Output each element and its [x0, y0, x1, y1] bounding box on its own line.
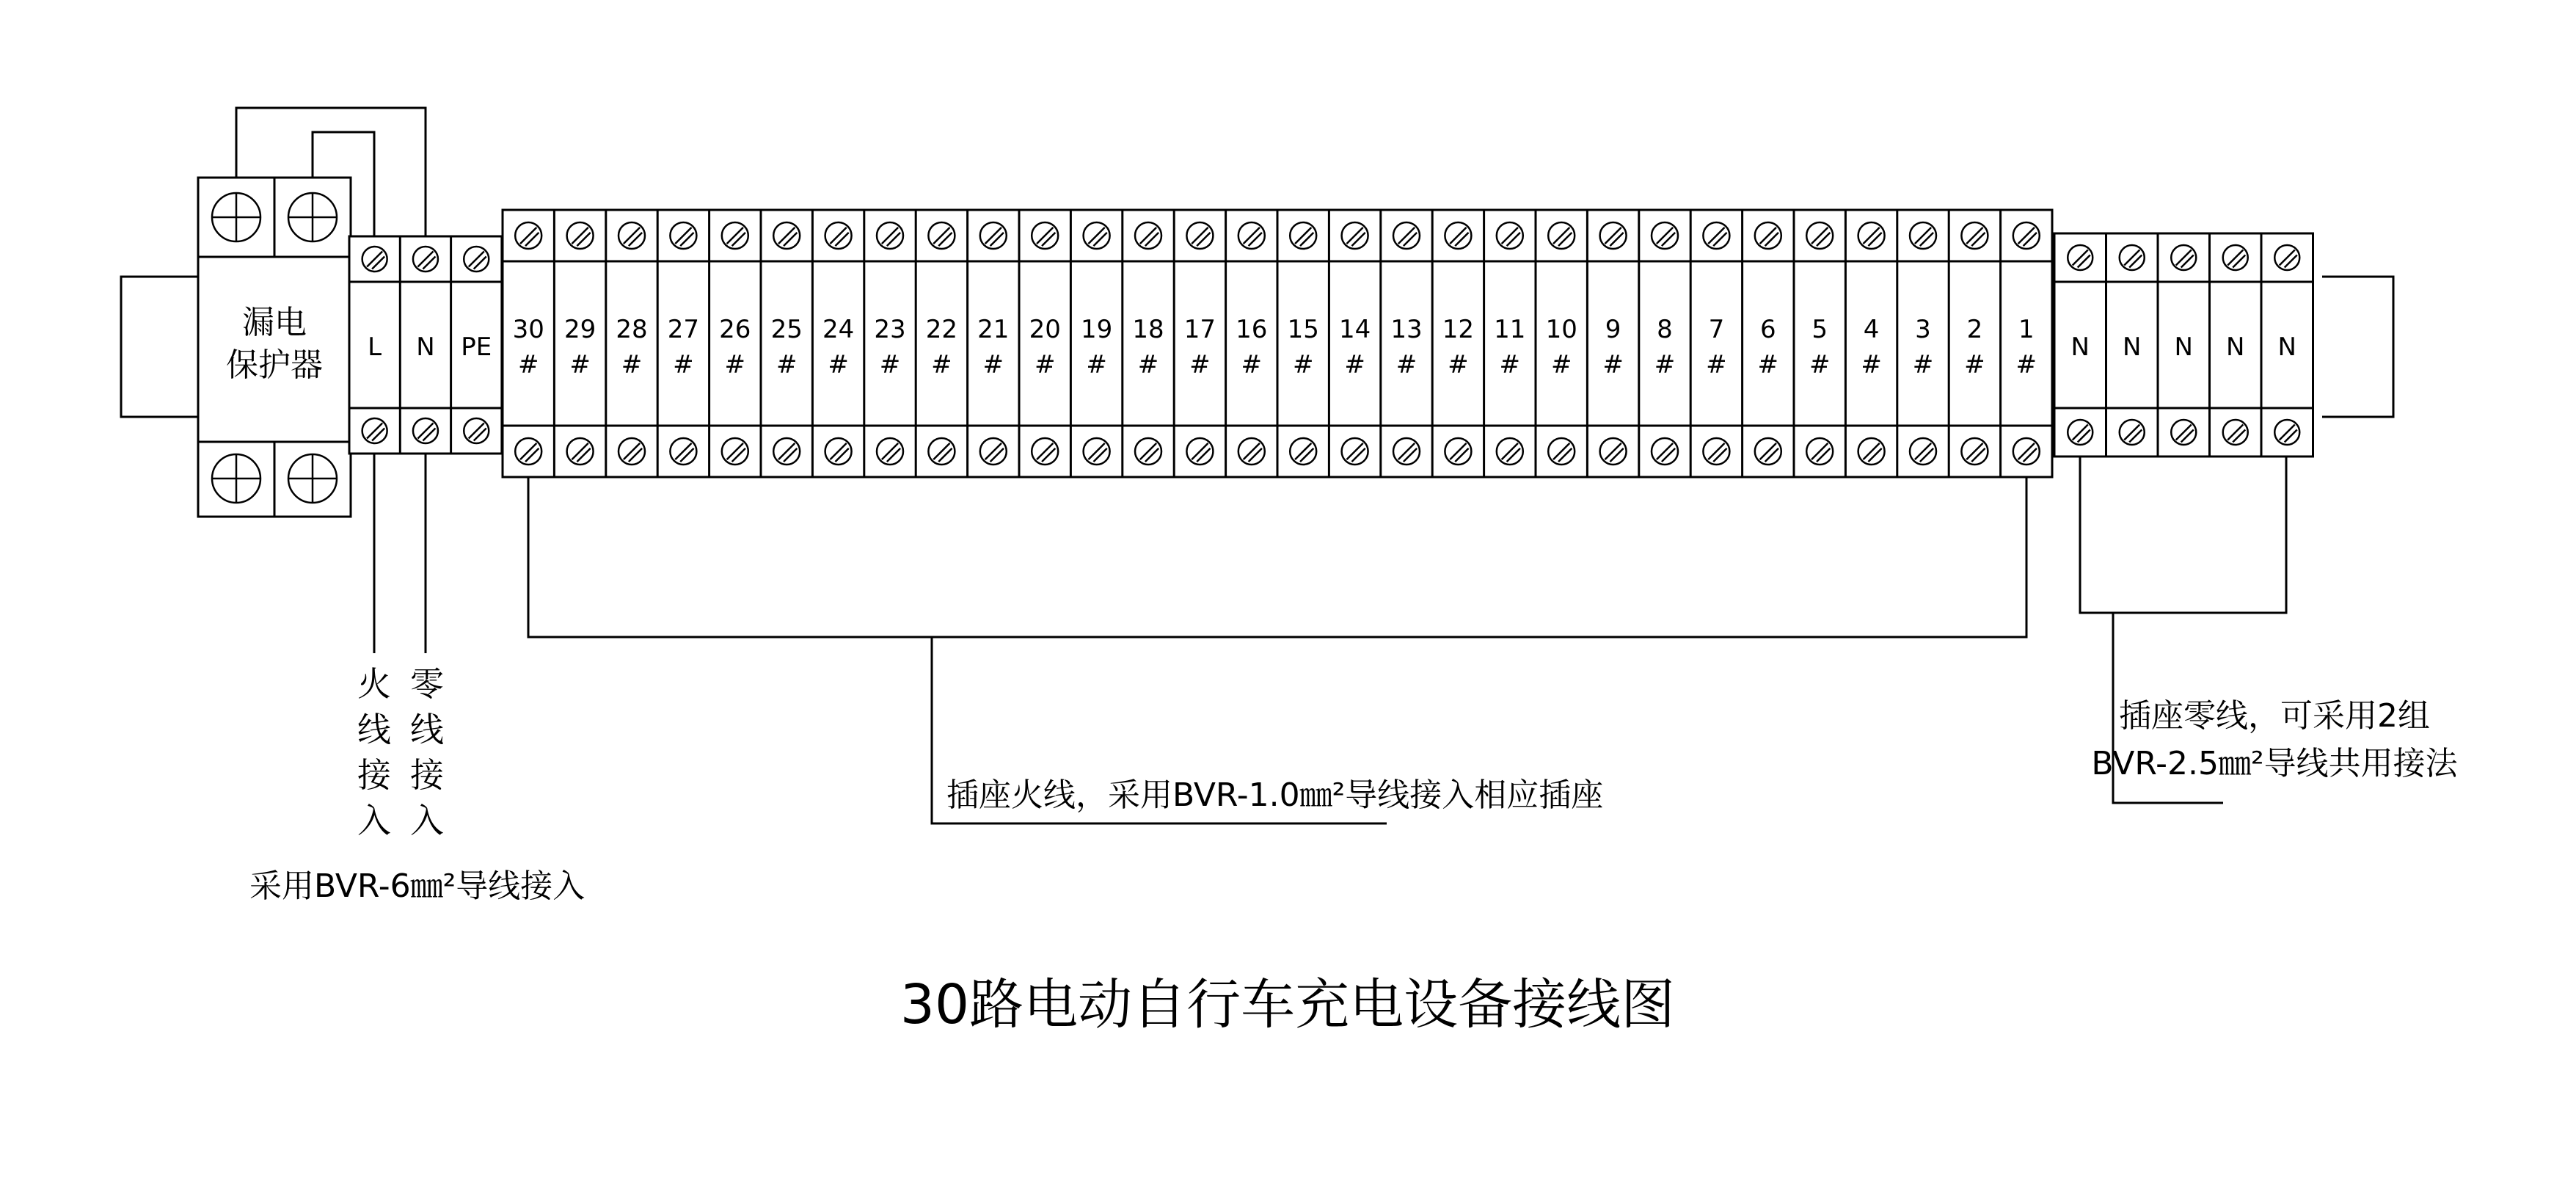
terminal-screw-icon — [1910, 222, 1936, 249]
terminal-number: 11 — [1494, 315, 1526, 344]
terminal-screw-icon — [2171, 420, 2196, 445]
terminal-screw-icon — [2223, 245, 2248, 270]
breaker-screw-icon — [212, 193, 260, 241]
terminal-number: 24 — [822, 315, 855, 344]
terminal-number: 13 — [1390, 315, 1423, 344]
terminal-screw-icon — [1497, 222, 1523, 249]
terminal-number: 14 — [1338, 315, 1371, 344]
terminal-screw-icon — [928, 438, 955, 465]
terminal-screw-icon — [464, 247, 489, 272]
terminal-number: 25 — [770, 315, 803, 344]
terminal-suffix: # — [1086, 350, 1107, 379]
terminal-number: 18 — [1132, 315, 1164, 344]
terminal-number: 10 — [1545, 315, 1577, 344]
terminal-number: 3 — [1915, 315, 1931, 344]
terminal-screw-icon — [2274, 245, 2299, 270]
terminal-label: L — [368, 332, 382, 362]
terminal-screw-icon — [980, 222, 1007, 249]
terminal-screw-icon — [1084, 222, 1110, 249]
circuit-terminal-block — [503, 210, 2052, 477]
terminal-suffix: # — [879, 350, 901, 379]
terminal-screw-icon — [413, 418, 438, 443]
terminal-suffix: # — [517, 350, 539, 379]
neutral-in-label — [410, 664, 445, 840]
terminal-label: N — [2277, 332, 2296, 362]
terminal-screw-icon — [670, 222, 696, 249]
terminal-number: 26 — [719, 315, 751, 344]
terminal-screw-icon — [1548, 438, 1575, 465]
terminal-number: 17 — [1183, 315, 1216, 344]
terminal-screw-icon — [928, 222, 955, 249]
vertical-char: 入 — [410, 801, 444, 840]
vertical-char: 接 — [357, 755, 391, 795]
terminal-screw-icon — [2068, 245, 2092, 270]
terminal-suffix: # — [621, 350, 643, 379]
terminal-screw-icon — [1755, 222, 1781, 249]
terminal-screw-icon — [1961, 222, 1988, 249]
terminal-suffix: # — [2015, 350, 2037, 379]
terminal-screw-icon — [1445, 438, 1471, 465]
terminal-screw-icon — [1186, 222, 1213, 249]
terminal-screw-icon — [1806, 222, 1833, 249]
terminal-suffix: # — [1189, 350, 1211, 379]
terminal-screw-icon — [1548, 222, 1575, 249]
terminal-suffix: # — [1292, 350, 1314, 379]
terminal-suffix: # — [1964, 350, 1985, 379]
vertical-char: 入 — [357, 801, 391, 840]
terminal-number: 30 — [512, 315, 544, 344]
terminal-number: 6 — [1759, 315, 1776, 344]
terminal-number: 20 — [1029, 315, 1061, 344]
terminal-screw-icon — [1445, 222, 1471, 249]
terminal-screw-icon — [1186, 438, 1213, 465]
terminal-screw-icon — [877, 438, 903, 465]
terminal-screw-icon — [1393, 438, 1420, 465]
terminal-screw-icon — [773, 438, 800, 465]
terminal-screw-icon — [464, 418, 489, 443]
terminal-suffix: # — [1654, 350, 1676, 379]
din-rail-left — [121, 277, 198, 417]
vertical-char: 火 — [357, 664, 391, 704]
terminal-screw-icon — [1652, 438, 1678, 465]
terminal-screw-icon — [980, 438, 1007, 465]
terminal-suffix: # — [776, 350, 798, 379]
terminal-screw-icon — [1961, 438, 1988, 465]
terminal-screw-icon — [1393, 222, 1420, 249]
terminal-screw-icon — [619, 222, 645, 249]
terminal-screw-icon — [362, 418, 387, 443]
terminal-screw-icon — [1806, 438, 1833, 465]
terminal-suffix: # — [1550, 350, 1572, 379]
terminal-label: N — [2070, 332, 2090, 362]
terminal-screw-icon — [1135, 222, 1161, 249]
rcd-label-line1: 漏电 — [242, 304, 307, 341]
terminal-suffix: # — [982, 350, 1004, 379]
vertical-char: 零 — [410, 664, 444, 704]
terminal-screw-icon — [619, 438, 645, 465]
terminal-suffix: # — [1861, 350, 1882, 379]
terminal-screw-icon — [2274, 420, 2299, 445]
breaker-screw-icon — [288, 454, 337, 503]
terminal-screw-icon — [413, 247, 438, 272]
terminal-screw-icon — [1703, 222, 1729, 249]
terminal-screw-icon — [722, 222, 748, 249]
terminal-screw-icon — [1600, 222, 1627, 249]
live-in-label — [357, 664, 392, 840]
terminal-suffix: # — [724, 350, 746, 379]
terminal-suffix: # — [1034, 350, 1056, 379]
neutral-terminal-block — [2054, 233, 2313, 456]
terminal-number: 23 — [874, 315, 906, 344]
terminal-number: 19 — [1080, 315, 1113, 344]
terminal-screw-icon — [877, 222, 903, 249]
breaker-screw-icon — [212, 454, 260, 503]
terminal-screw-icon — [1703, 438, 1729, 465]
terminal-screw-icon — [1084, 438, 1110, 465]
terminal-number: 16 — [1236, 315, 1268, 344]
terminal-suffix: # — [1706, 350, 1727, 379]
terminal-number: 15 — [1287, 315, 1319, 344]
socket-live-note: 插座火线，采用BVR-1.0㎜²导线接入相应插座 — [946, 776, 1604, 814]
terminal-suffix: # — [569, 350, 591, 379]
terminal-suffix: # — [1344, 350, 1365, 379]
terminal-number: 12 — [1442, 315, 1475, 344]
terminal-screw-icon — [1910, 438, 1936, 465]
terminal-suffix: # — [1395, 350, 1417, 379]
socket-live-bus — [528, 477, 2026, 637]
terminal-suffix: # — [1241, 350, 1263, 379]
terminal-screw-icon — [1290, 438, 1316, 465]
terminal-screw-icon — [722, 438, 748, 465]
breaker-screw-icon — [288, 193, 337, 241]
terminal-screw-icon — [1290, 222, 1316, 249]
terminal-suffix: # — [1809, 350, 1831, 379]
terminal-screw-icon — [515, 438, 541, 465]
terminal-screw-icon — [1342, 222, 1368, 249]
terminal-screw-icon — [2013, 222, 2040, 249]
terminal-screw-icon — [2013, 438, 2040, 465]
terminal-label: N — [416, 332, 435, 362]
terminal-screw-icon — [670, 438, 696, 465]
terminal-suffix: # — [828, 350, 849, 379]
terminal-suffix: # — [673, 350, 694, 379]
terminal-number: 1 — [2018, 315, 2035, 344]
terminal-screw-icon — [1652, 222, 1678, 249]
terminal-suffix: # — [1757, 350, 1779, 379]
terminal-screw-icon — [2120, 420, 2145, 445]
terminal-screw-icon — [1342, 438, 1368, 465]
supply-terminal-block — [349, 236, 502, 454]
terminal-number: 22 — [925, 315, 958, 344]
terminal-screw-icon — [825, 438, 852, 465]
terminal-number: 29 — [563, 315, 596, 344]
terminal-number: 21 — [977, 315, 1010, 344]
terminal-suffix: # — [1137, 350, 1159, 379]
socket-neutral-bus — [2080, 456, 2286, 613]
terminal-screw-icon — [567, 438, 594, 465]
socket-neutral-note-line2: BVR-2.5㎜²导线共用接法 — [2091, 745, 2458, 782]
terminal-screw-icon — [362, 247, 387, 272]
terminal-screw-icon — [1238, 222, 1265, 249]
terminal-suffix: # — [1602, 350, 1624, 379]
rcd-breaker — [198, 178, 351, 517]
vertical-char: 线 — [357, 710, 391, 749]
terminal-screw-icon — [2223, 420, 2248, 445]
terminal-screw-icon — [1755, 438, 1781, 465]
terminal-number: 27 — [667, 315, 700, 344]
terminal-screw-icon — [1497, 438, 1523, 465]
terminal-label: N — [2123, 332, 2142, 362]
terminal-screw-icon — [1858, 438, 1885, 465]
terminal-screw-icon — [2171, 245, 2196, 270]
terminal-number: 7 — [1708, 315, 1725, 344]
terminal-screw-icon — [515, 222, 541, 249]
terminal-suffix: # — [931, 350, 952, 379]
terminal-label: N — [2174, 332, 2193, 362]
terminal-label: PE — [461, 332, 492, 362]
terminal-screw-icon — [2120, 245, 2145, 270]
terminal-number: 5 — [1811, 315, 1828, 344]
terminal-number: 2 — [1966, 315, 1983, 344]
rcd-label-line2: 保护器 — [226, 346, 323, 384]
terminal-screw-icon — [773, 222, 800, 249]
supply-wire-note: 采用BVR-6㎜²导线接入 — [249, 867, 585, 905]
terminal-number: 9 — [1605, 315, 1621, 344]
terminal-screw-icon — [567, 222, 594, 249]
terminal-screw-icon — [1238, 438, 1265, 465]
terminal-label: N — [2226, 332, 2245, 362]
terminal-number: 28 — [616, 315, 648, 344]
terminal-number: 8 — [1657, 315, 1673, 344]
terminal-screw-icon — [2068, 420, 2092, 445]
terminal-suffix: # — [1448, 350, 1469, 379]
terminal-screw-icon — [1135, 438, 1161, 465]
terminal-screw-icon — [1858, 222, 1885, 249]
socket-neutral-note-line1: 插座零线，可采用2组 — [2119, 697, 2430, 735]
terminal-screw-icon — [1032, 222, 1058, 249]
vertical-char: 线 — [410, 710, 444, 749]
terminal-suffix: # — [1499, 350, 1521, 379]
terminal-screw-icon — [1600, 438, 1627, 465]
terminal-screw-icon — [1032, 438, 1058, 465]
terminal-suffix: # — [1912, 350, 1934, 379]
terminal-screw-icon — [825, 222, 852, 249]
diagram-title: 30路电动自行车充电设备接线图 — [900, 973, 1676, 1036]
terminal-number: 4 — [1863, 315, 1880, 344]
din-rail-right — [2322, 277, 2393, 417]
vertical-char: 接 — [410, 755, 444, 795]
